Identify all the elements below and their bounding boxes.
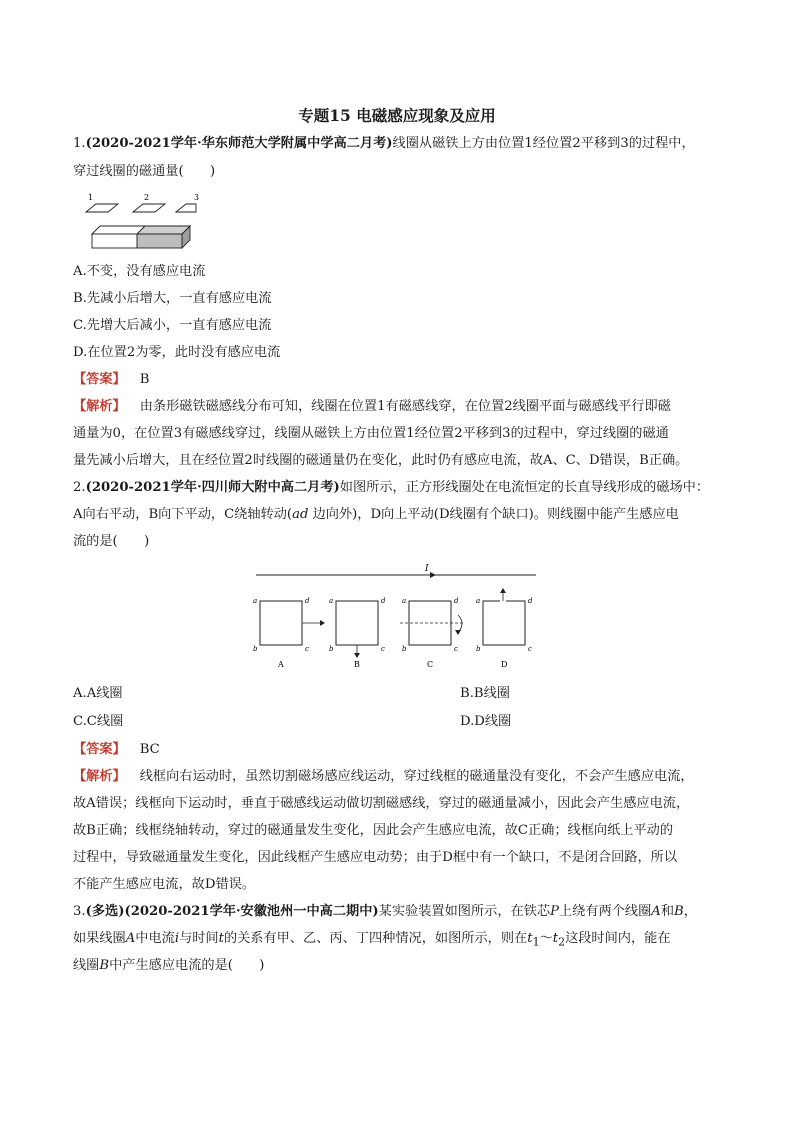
question-text: A向右平动，B向下平动，C绕轴转动( <box>73 507 293 522</box>
answer-tag: 【答案】 <box>73 372 126 387</box>
question-text: 边向外)，D向上平动(D线圈有个缺口)。则线圈中能产生感应电 <box>308 507 679 522</box>
question-number: 3. <box>73 904 86 919</box>
question-text: 和 <box>660 904 674 919</box>
option-c: C.C线圈 <box>73 714 124 729</box>
symbol-t2: t <box>552 931 559 946</box>
subscript-2: 2 <box>558 935 566 949</box>
symbol-i: i <box>174 931 180 946</box>
analysis-text: 线框向右运动时，虽然切割磁场感应线运动，穿过线框的磁通量没有变化，不会产生感应电流， <box>139 769 694 784</box>
analysis-1-line-1 <box>73 397 733 417</box>
question-text: 中电流 <box>135 931 175 946</box>
answer-tag: 【答案】 <box>73 742 126 757</box>
option-c: C.先增大后减小，一直有感应电流 <box>73 318 272 333</box>
analysis-tag: 【解析】 <box>73 399 126 414</box>
symbol-a: A <box>651 904 661 919</box>
question-source: (2020-2021学年·四川师大附中高二月考) <box>85 480 340 495</box>
question-number: 2. <box>73 480 86 495</box>
symbol-p: P <box>550 904 559 919</box>
analysis-2-line-2: 故A错误；线框向下运动时，垂直于磁感线运动做切割磁感线，穿过的磁通量减小，因此会产生感应电流， <box>73 796 690 811</box>
question-text: 与时间 <box>179 931 219 946</box>
q2-options-row-1 <box>73 684 733 704</box>
analysis-2-line-4: 过程中，导致磁通量发生变化，因此线框产生感应电动势；由于D框中有一个缺口，不是闭合回路，所以 <box>73 850 678 865</box>
analysis-1-line-3: 量先减小后增大，且在经位置2时线圈的磁通量仍在变化，此时仍有感应电流，故A、C、D错误，B正确。 <box>73 453 689 468</box>
current-label: I <box>425 564 429 574</box>
question-text: 这段时间内，能在 <box>565 931 671 946</box>
corner-a: a <box>476 597 481 605</box>
option-d: D.在位置2为零，此时没有感应电流 <box>73 345 281 360</box>
question-source: (2020-2021学年·华东师范大学附属中学高二月考) <box>85 136 393 151</box>
option-b: B.B线圈 <box>460 686 510 701</box>
answer-1 <box>73 370 733 390</box>
question-2-line-1 <box>73 478 733 498</box>
symbol-b: B <box>99 958 110 973</box>
loop-name-b: B <box>354 660 360 669</box>
loop-name-c: C <box>427 660 434 669</box>
question-text: 如图所示，正方形线圈处在电流恒定的长直导线形成的磁场中： <box>339 480 710 495</box>
analysis-tag: 【解析】 <box>73 769 126 784</box>
corner-a: a <box>253 597 258 605</box>
question-text: 线圈从磁铁上方由位置1经位置2平移到3的过程中， <box>392 136 695 151</box>
corner-d: d <box>305 597 310 605</box>
option-a: A.不变，没有感应电流 <box>73 264 206 279</box>
option-a: A.A线圈 <box>73 686 123 701</box>
corner-d: d <box>528 597 533 605</box>
question-text: 中产生感应电流的是( ) <box>109 958 265 973</box>
question-text: 的关系有甲、乙、丙、丁四种情况，如图所示，则在 <box>223 931 528 946</box>
symbol-t: t <box>218 931 224 946</box>
answer-value: BC <box>139 742 160 757</box>
q2-options-row-2 <box>73 712 733 732</box>
question-text: 线圈 <box>73 958 100 973</box>
analysis-2-line-3: 故B正确；线框绕轴转动，穿过的磁通量发生变化，因此会产生感应电流，故C正确；线框向纸上平动的 <box>73 823 674 838</box>
wire-loops-figure <box>250 563 542 675</box>
question-1-line-1 <box>73 134 733 154</box>
arrow-down-head <box>354 653 360 658</box>
magnet-south-half <box>137 234 182 248</box>
rotation-arrow-head <box>455 630 461 635</box>
question-2-line-2 <box>73 505 733 525</box>
corner-c: c <box>305 645 309 653</box>
analysis-1-line-2: 通量为0，在位置3有磁感线穿过，线圈从磁铁上方由位置1经位置2平移到3的过程中，穿过线圈的磁通 <box>73 426 669 441</box>
loop-label-2: 2 <box>144 193 150 202</box>
corner-b: b <box>329 645 334 653</box>
loop-1-shape <box>86 204 118 212</box>
question-text: 上绕有两个线圈 <box>558 904 652 919</box>
question-text: 某实验装置如图所示，在铁芯 <box>378 904 551 919</box>
option-d: D.D线圈 <box>460 714 512 729</box>
question-type: (多选) <box>85 904 125 919</box>
symbol-t1: t <box>527 931 533 946</box>
question-2-line-3: 流的是( ) <box>73 534 150 549</box>
edge-label: ad <box>292 507 309 522</box>
arrow-right-head <box>320 620 325 626</box>
loop-name-d: D <box>501 660 508 669</box>
magnet-north-half <box>92 234 137 248</box>
question-3-line-2 <box>73 929 733 953</box>
magnet-top-shaded <box>137 226 190 234</box>
analysis-2-line-5: 不能产生感应电流，故D错误。 <box>73 877 256 892</box>
question-text: 如果线圈 <box>73 931 126 946</box>
corner-d: d <box>381 597 386 605</box>
symbol-b: B <box>674 904 684 919</box>
loop-b <box>336 601 378 645</box>
corner-a: a <box>402 597 407 605</box>
arrow-up-head <box>500 588 506 593</box>
loop-name-a: A <box>278 660 284 669</box>
question-3-line-3 <box>73 956 733 976</box>
loop-label-3: 3 <box>194 193 200 202</box>
corner-d: d <box>454 597 459 605</box>
loop-d <box>483 601 525 645</box>
corner-a: a <box>329 597 334 605</box>
corner-c: c <box>381 645 385 653</box>
analysis-text: 由条形磁铁磁感线分布可知，线圈在位置1有磁感线穿，在位置2线圈平面与磁感线平行即磁 <box>139 399 671 414</box>
question-1-line-2: 穿过线圈的磁通量( ) <box>73 164 216 179</box>
page-title: 专题15 电磁感应现象及应用 <box>298 106 496 125</box>
current-arrow <box>430 572 436 578</box>
subscript-1: 1 <box>532 935 540 949</box>
question-source: (2020-2021学年·安徽池州一中高二期中) <box>124 904 379 919</box>
symbol-a: A <box>125 931 136 946</box>
loop-2-shape <box>133 204 165 212</box>
loop-label-1: 1 <box>88 193 94 202</box>
loop-3-shape <box>176 204 196 212</box>
corner-c: c <box>454 645 458 653</box>
answer-2 <box>73 740 733 760</box>
question-number: 1. <box>73 136 86 151</box>
corner-b: b <box>402 645 407 653</box>
question-text: ， <box>683 904 697 919</box>
loop-a <box>260 601 302 645</box>
corner-b: b <box>253 645 258 653</box>
corner-c: c <box>528 645 532 653</box>
analysis-2-line-1 <box>73 767 733 787</box>
magnet-figure <box>86 190 200 250</box>
answer-value: B <box>139 372 150 387</box>
option-b: B.先减小后增大，一直有感应电流 <box>73 291 272 306</box>
question-3-line-1 <box>73 902 733 922</box>
question-text: ～ <box>539 931 553 946</box>
corner-b: b <box>476 645 481 653</box>
